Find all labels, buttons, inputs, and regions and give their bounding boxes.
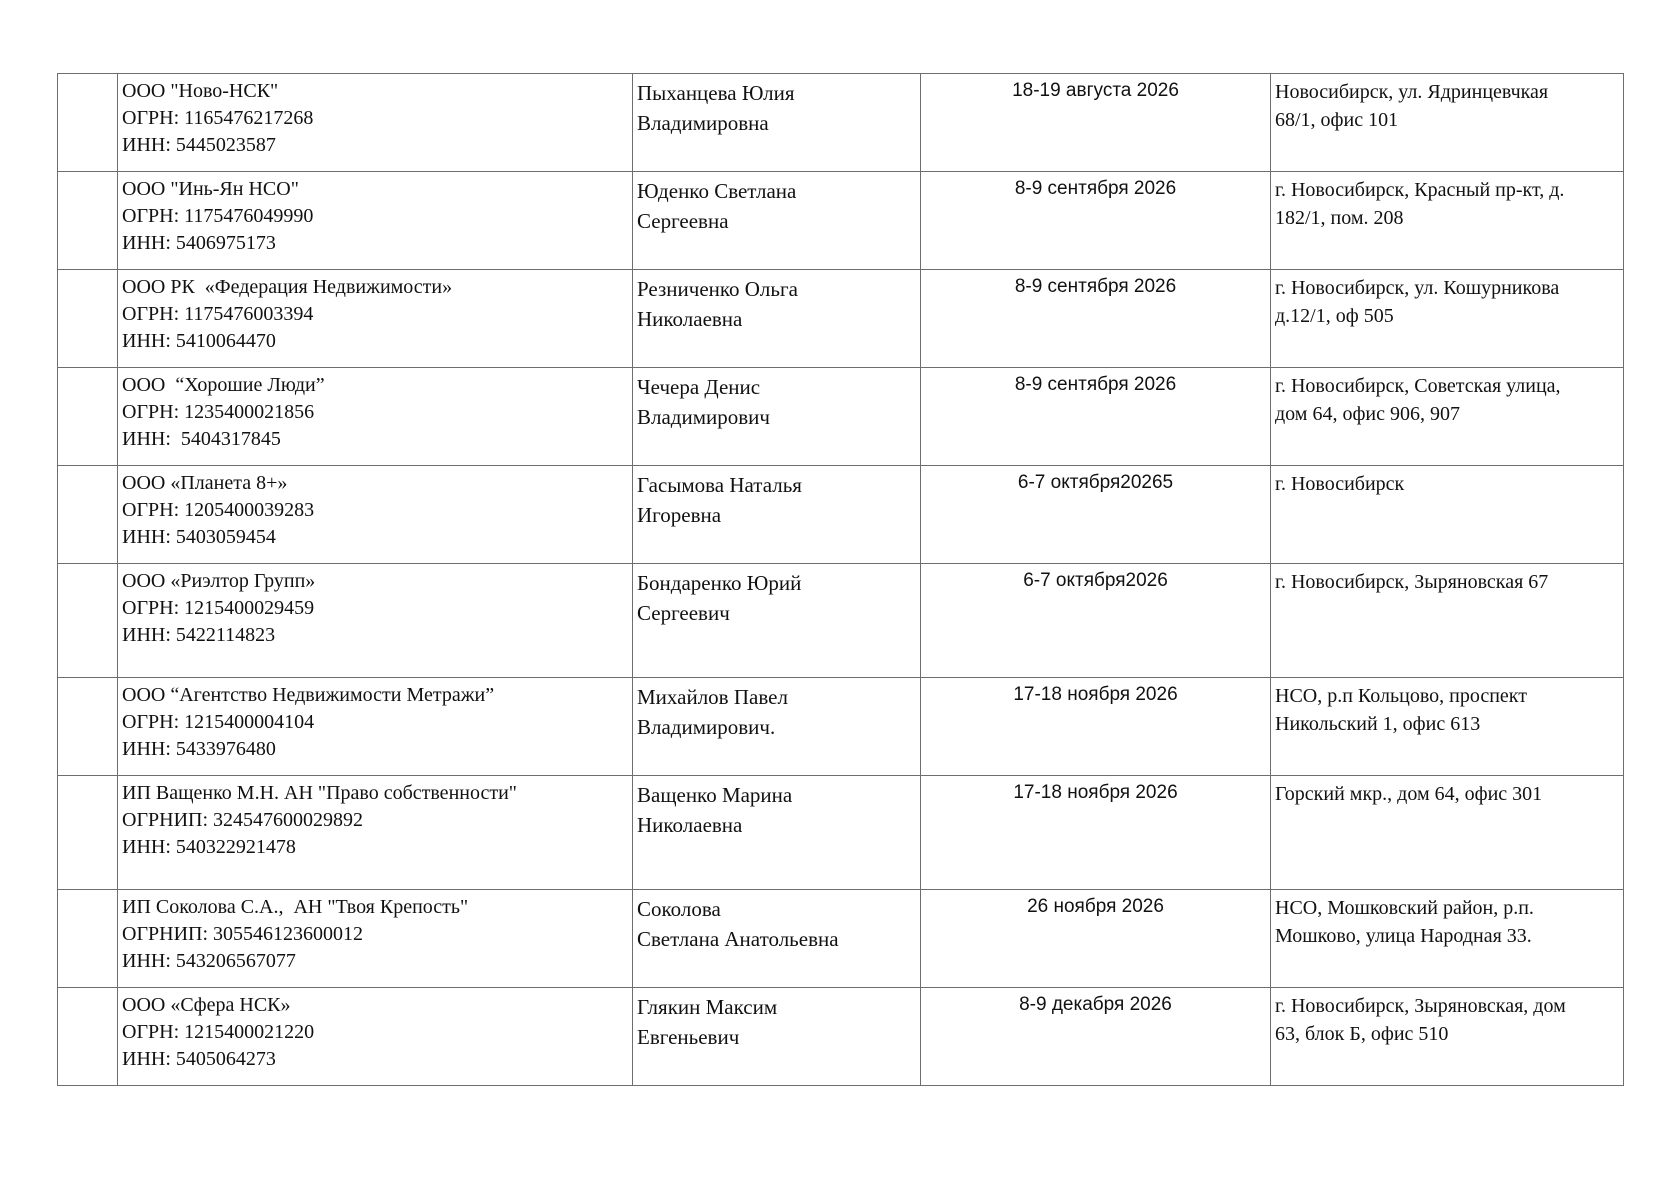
inn-number: ИНН: 5445023587 xyxy=(122,134,276,156)
contact-person-cell xyxy=(633,988,921,1086)
organization-cell xyxy=(118,890,633,988)
organization-cell xyxy=(118,74,633,172)
contact-person-line: Резниченко Ольга xyxy=(637,277,798,301)
event-date: 8-9 сентября 2026 xyxy=(1014,178,1177,199)
address-line: НСО, р.п Кольцово, проспект xyxy=(1275,685,1527,707)
organization-cell xyxy=(118,172,633,270)
address-line: г. Новосибирск, Зыряновская, дом xyxy=(1275,995,1566,1017)
address-line: Мошково, улица Народная 33. xyxy=(1275,925,1532,947)
contact-person-line: Сергеевич xyxy=(637,601,730,625)
address-line: г. Новосибирск, Советская улица, xyxy=(1275,375,1561,397)
date-cell xyxy=(921,466,1271,564)
table-row xyxy=(58,172,1624,270)
address-line: Никольский 1, офис 613 xyxy=(1275,713,1481,735)
contact-person-line: Ващенко Марина xyxy=(637,783,793,807)
contact-person-line: Владимировна xyxy=(637,111,769,135)
address-line: Горский мкр., дом 64, офис 301 xyxy=(1275,783,1543,805)
event-date: 17-18 ноября 2026 xyxy=(1013,684,1178,705)
row-number-cell xyxy=(58,564,118,678)
table-row xyxy=(58,270,1624,368)
row-number-cell xyxy=(58,270,118,368)
contact-person-line: Евгеньевич xyxy=(637,1025,740,1049)
address-cell xyxy=(1271,172,1624,270)
address-cell xyxy=(1271,466,1624,564)
table-row xyxy=(58,368,1624,466)
inn-number: ИНН: 5406975173 xyxy=(122,232,276,254)
address-line: 63, блок Б, офис 510 xyxy=(1275,1023,1449,1045)
row-number-cell xyxy=(58,74,118,172)
contact-person-cell xyxy=(633,776,921,890)
row-number-cell xyxy=(58,172,118,270)
contact-person-line: Пыханцева Юлия xyxy=(637,81,795,105)
contact-person-cell xyxy=(633,564,921,678)
date-cell xyxy=(921,678,1271,776)
organization-name: ООО РК «Федерация Недвижимости» xyxy=(122,276,453,298)
row-number-cell xyxy=(58,368,118,466)
organization-cell xyxy=(118,466,633,564)
table-row xyxy=(58,564,1624,678)
date-cell xyxy=(921,270,1271,368)
address-line: г. Новосибирск, Зыряновская 67 xyxy=(1275,571,1549,593)
address-line: дом 64, офис 906, 907 xyxy=(1275,403,1460,425)
event-date: 18-19 августа 2026 xyxy=(1012,80,1179,101)
address-cell xyxy=(1271,678,1624,776)
address-line: 68/1, офис 101 xyxy=(1275,109,1399,131)
address-line: г. Новосибирск, ул. Кошурникова xyxy=(1275,277,1560,299)
contact-person-line: Юденко Светлана xyxy=(637,179,797,203)
table-row xyxy=(58,74,1624,172)
inn-number: ИНН: 5433976480 xyxy=(122,738,276,760)
organization-name: ИП Соколова С.А., АН "Твоя Крепость" xyxy=(122,896,469,918)
organization-name: ООО «Риэлтор Групп» xyxy=(122,570,316,592)
event-date: 8-9 сентября 2026 xyxy=(1014,374,1177,395)
organization-cell xyxy=(118,564,633,678)
organization-cell xyxy=(118,368,633,466)
row-number-cell xyxy=(58,776,118,890)
address-line: НСО, Мошковский район, р.п. xyxy=(1275,897,1534,919)
row-number-cell xyxy=(58,466,118,564)
inn-number: ИНН: 543206567077 xyxy=(122,950,296,972)
inn-number: ИНН: 540322921478 xyxy=(122,836,296,858)
contact-person-line: Владимирович. xyxy=(637,715,776,739)
address-cell xyxy=(1271,270,1624,368)
contact-person-cell xyxy=(633,172,921,270)
ogrn-number: ОГРН: 1215400029459 xyxy=(122,597,315,619)
organization-name: ООО "Инь-Ян НСО" xyxy=(122,178,299,200)
organization-cell xyxy=(118,678,633,776)
row-number-cell xyxy=(58,678,118,776)
organization-cell xyxy=(118,988,633,1086)
contact-person-line: Глякин Максим xyxy=(637,995,778,1019)
address-cell xyxy=(1271,368,1624,466)
event-date: 26 ноября 2026 xyxy=(1027,896,1164,917)
contact-person-line: Соколова xyxy=(637,897,721,921)
contact-person-line: Бондаренко Юрий xyxy=(637,571,802,595)
organization-name: ООО «Планета 8+» xyxy=(122,472,288,494)
contact-person-cell xyxy=(633,466,921,564)
address-cell xyxy=(1271,890,1624,988)
ogrn-number: ОГРН: 1235400021856 xyxy=(122,401,315,423)
ogrn-number: ОГРН: 1205400039283 xyxy=(122,499,315,521)
date-cell xyxy=(921,74,1271,172)
row-number-cell xyxy=(58,890,118,988)
contact-person-line: Сергеевна xyxy=(637,209,729,233)
organization-name: ООО “Хорошие Люди” xyxy=(122,374,325,396)
inn-number: ИНН: 5405064273 xyxy=(122,1048,276,1070)
contact-person-line: Чечера Денис xyxy=(637,375,761,399)
event-date: 8-9 сентября 2026 xyxy=(1014,276,1177,297)
table-row xyxy=(58,776,1624,890)
organization-cell xyxy=(118,270,633,368)
inn-number: ИНН: 5403059454 xyxy=(122,526,276,548)
inn-number: ИНН: 5404317845 xyxy=(122,428,281,450)
ogrn-number: ОГРН: 1215400021220 xyxy=(122,1021,315,1043)
date-cell xyxy=(921,368,1271,466)
table-row xyxy=(58,466,1624,564)
organization-name: ООО "Ново-НСК" xyxy=(122,80,279,102)
contact-person-cell xyxy=(633,678,921,776)
contact-person-line: Игоревна xyxy=(637,503,722,527)
contact-person-line: Михайлов Павел xyxy=(637,685,788,709)
ogrn-number: ОГРНИП: 305546123600012 xyxy=(122,923,364,945)
address-line: д.12/1, оф 505 xyxy=(1275,305,1394,327)
address-line: 182/1, пом. 208 xyxy=(1275,207,1404,229)
inn-number: ИНН: 5410064470 xyxy=(122,330,276,352)
contact-person-cell xyxy=(633,74,921,172)
contact-person-cell xyxy=(633,270,921,368)
event-date: 17-18 ноября 2026 xyxy=(1013,782,1178,803)
event-date: 6-7 октября2026 xyxy=(1023,570,1168,591)
organization-name: ИП Ващенко М.Н. АН "Право собственности" xyxy=(122,782,517,804)
organizations-table xyxy=(57,73,1624,1086)
contact-person-line: Светлана Анатольевна xyxy=(637,927,839,951)
table-body xyxy=(58,74,1624,1086)
contact-person-line: Гасымова Наталья xyxy=(637,473,802,497)
contact-person-line: Николаевна xyxy=(637,813,743,837)
address-cell xyxy=(1271,74,1624,172)
contact-person-line: Николаевна xyxy=(637,307,743,331)
address-line: г. Новосибирск xyxy=(1275,473,1405,495)
contact-person-cell xyxy=(633,368,921,466)
ogrn-number: ОГРН: 1175476003394 xyxy=(122,303,314,325)
address-cell xyxy=(1271,776,1624,890)
organization-name: ООО “Агентство Недвижимости Метражи” xyxy=(122,684,495,706)
ogrn-number: ОГРН: 1215400004104 xyxy=(122,711,315,733)
event-date: 8-9 декабря 2026 xyxy=(1019,994,1172,1015)
date-cell xyxy=(921,988,1271,1086)
contact-person-cell xyxy=(633,890,921,988)
organization-name: ООО «Сфера НСК» xyxy=(122,994,291,1016)
inn-number: ИНН: 5422114823 xyxy=(122,624,276,646)
event-date: 6-7 октября20265 xyxy=(1017,472,1174,493)
row-number-cell xyxy=(58,988,118,1086)
contact-person-line: Владимирович xyxy=(637,405,770,429)
date-cell xyxy=(921,172,1271,270)
ogrn-number: ОГРН: 1165476217268 xyxy=(122,107,314,129)
date-cell xyxy=(921,776,1271,890)
address-cell xyxy=(1271,988,1624,1086)
ogrn-number: ОГРН: 1175476049990 xyxy=(122,205,314,227)
date-cell xyxy=(921,890,1271,988)
table-row xyxy=(58,890,1624,988)
date-cell xyxy=(921,564,1271,678)
table-row xyxy=(58,988,1624,1086)
ogrn-number: ОГРНИП: 324547600029892 xyxy=(122,809,364,831)
address-line: г. Новосибирск, Красный пр-кт, д. xyxy=(1275,179,1565,201)
address-line: Новосибирск, ул. Ядринцевчкая xyxy=(1275,81,1549,103)
address-cell xyxy=(1271,564,1624,678)
table-row xyxy=(58,678,1624,776)
organization-cell xyxy=(118,776,633,890)
